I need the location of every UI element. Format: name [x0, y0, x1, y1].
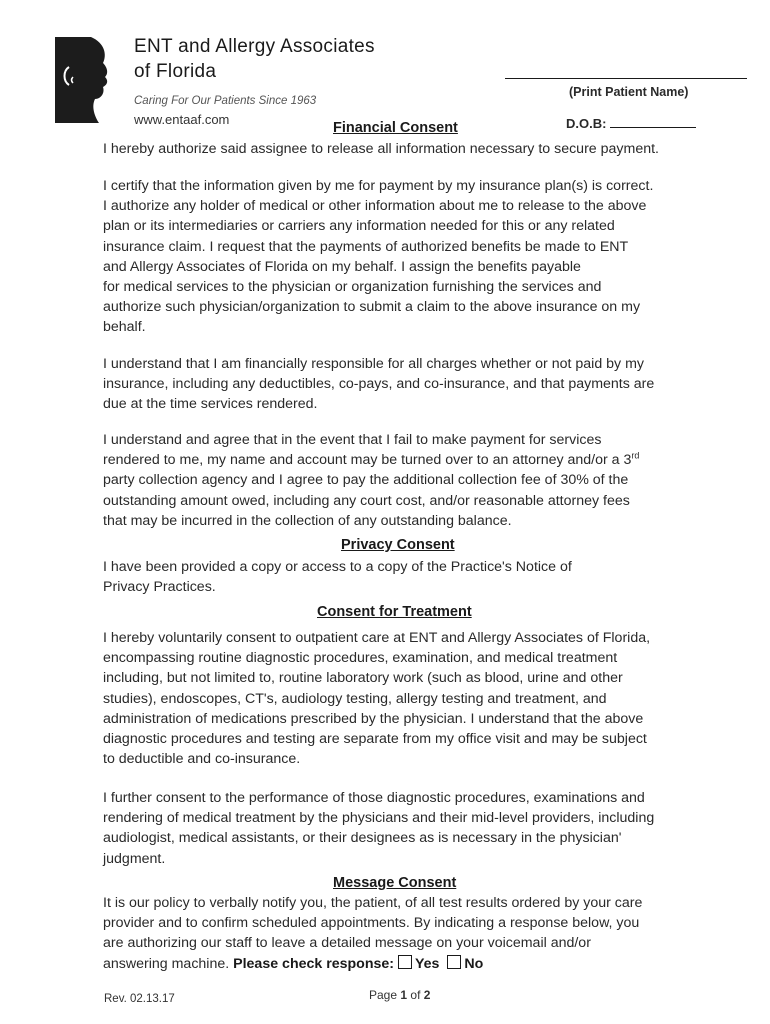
- text-line: including, but not limited to, routine laboratory work (such as blood, urine and other: [103, 670, 623, 687]
- text-line: for medical services to the physician or organization furnishing the services and: [103, 279, 602, 296]
- text-line: behalf.: [103, 319, 146, 336]
- text-line: I authorize any holder of medical or other information about me to release to the above: [103, 198, 647, 215]
- text-line: insurance claim. I request that the payments of authorized benefits be made to ENT: [103, 238, 629, 255]
- financial-p1: [103, 139, 723, 159]
- no-checkbox[interactable]: [447, 955, 461, 969]
- financial-p4: [103, 430, 723, 531]
- text-line: authorize such physician/organization to submit a claim to the above insurance on my: [103, 299, 641, 316]
- no-label: No: [464, 955, 484, 972]
- dob-field: [566, 114, 696, 134]
- page-total: 2: [423, 988, 431, 1002]
- privacy-p1: [103, 557, 723, 597]
- financial-consent-heading: Financial Consent: [333, 120, 458, 136]
- page-indicator: [369, 985, 430, 1005]
- treatment-consent-heading: Consent for Treatment: [317, 604, 472, 620]
- profile-silhouette-icon: [55, 37, 121, 123]
- message-p1: [103, 893, 723, 974]
- practice-logo: [55, 37, 121, 123]
- print-name-label: (Print Patient Name): [569, 85, 689, 99]
- text-line: I hereby voluntarily consent to outpatient care at ENT and Allergy Associates of Florida,: [103, 630, 651, 646]
- patient-name-line[interactable]: [505, 78, 747, 79]
- text-line: I hereby authorize said assignee to release all information necessary to secure payment.: [103, 141, 659, 157]
- privacy-consent-heading: Privacy Consent: [341, 537, 455, 553]
- treatment-p1: [103, 628, 723, 769]
- dob-line[interactable]: [610, 127, 696, 128]
- text-line: I have been provided a copy or access to a copy of the Practice's Notice of: [103, 559, 572, 575]
- text-line: plan or its intermediaries or carriers any information needed for this or any related: [103, 218, 615, 235]
- text-line: administration of medications prescribed by the physician. I understand that the above: [103, 710, 644, 727]
- text-line: insurance, including any deductibles, co-pays, and co-insurance, and that payments are: [103, 376, 655, 393]
- practice-tagline: Caring For Our Patients Since 1963: [134, 95, 317, 107]
- response-line: [103, 954, 723, 974]
- text-line: outstanding amount owed, including any court cost, and/or reasonable attorney fees: [103, 492, 630, 509]
- practice-name-line1: ENT and Allergy Associates: [134, 36, 375, 57]
- page-number: 1: [400, 988, 408, 1002]
- financial-p2: [103, 176, 723, 338]
- check-prompt: Please check response:: [233, 955, 395, 972]
- yes-checkbox[interactable]: [398, 955, 412, 969]
- text-line: I certify that the information given by me for payment by my insurance plan(s) is correct.: [103, 178, 654, 194]
- yes-label: Yes: [414, 955, 440, 972]
- treatment-p2: [103, 788, 723, 869]
- text-line: I understand and agree that in the event that I fail to make payment for services: [103, 432, 602, 448]
- text-line: provider and to confirm scheduled appointments. By indicating a response below, you: [103, 915, 640, 932]
- text-line: I understand that I am financially responsible for all charges whether or not paid by my: [103, 356, 644, 372]
- text-line: Privacy Practices.: [103, 579, 216, 596]
- text-line: judgment.: [103, 850, 166, 867]
- text-line: that may be incurred in the collection of any outstanding balance.: [103, 512, 512, 529]
- text-line: due at the time services rendered.: [103, 396, 318, 413]
- text-segment: answering machine.: [103, 955, 230, 972]
- revision-label: Rev. 02.13.17: [104, 993, 175, 1005]
- text-line: studies), endoscopes, CT's, audiology testing, allergy testing and treatment, and: [103, 690, 607, 707]
- text-line: I further consent to the performance of those diagnostic procedures, examinations and: [103, 790, 645, 806]
- message-consent-heading: Message Consent: [333, 875, 457, 891]
- financial-p3: [103, 354, 723, 415]
- text-line: It is our policy to verbally notify you, the patient, of all test results ordered by your care: [103, 895, 643, 911]
- ordinal-suffix: rd: [631, 450, 640, 461]
- dob-label: D.O.B:: [566, 116, 607, 131]
- text-line: and Allergy Associates of Florida on my behalf. I assign the benefits payable: [103, 258, 581, 275]
- practice-name-line2: of Florida: [134, 61, 217, 82]
- text-line: encompassing routine diagnostic procedures, examination, and medical treatment: [103, 650, 618, 667]
- text-segment: rendered to me, my name and account may be turned over to an attorney and/or a 3: [103, 452, 632, 469]
- text-line: to deductible and co-insurance.: [103, 751, 301, 768]
- page-word: Page: [369, 988, 398, 1002]
- text-line: rendering of medical treatment by the physicians and their mid-level providers, including: [103, 810, 655, 827]
- text-line: audiologist, medical assistants, or their designees as is necessary in the physician': [103, 830, 622, 847]
- text-line: diagnostic procedures and testing are separate from my office visit and may be subject: [103, 731, 647, 748]
- text-line: party collection agency and I agree to pay the additional collection fee of 30% of the: [103, 472, 629, 489]
- text-line: are authorizing our staff to leave a detailed message on your voicemail and/or: [103, 935, 591, 952]
- page-of: of: [410, 988, 421, 1002]
- text-line: [103, 450, 723, 470]
- practice-website[interactable]: www.entaaf.com: [134, 112, 230, 127]
